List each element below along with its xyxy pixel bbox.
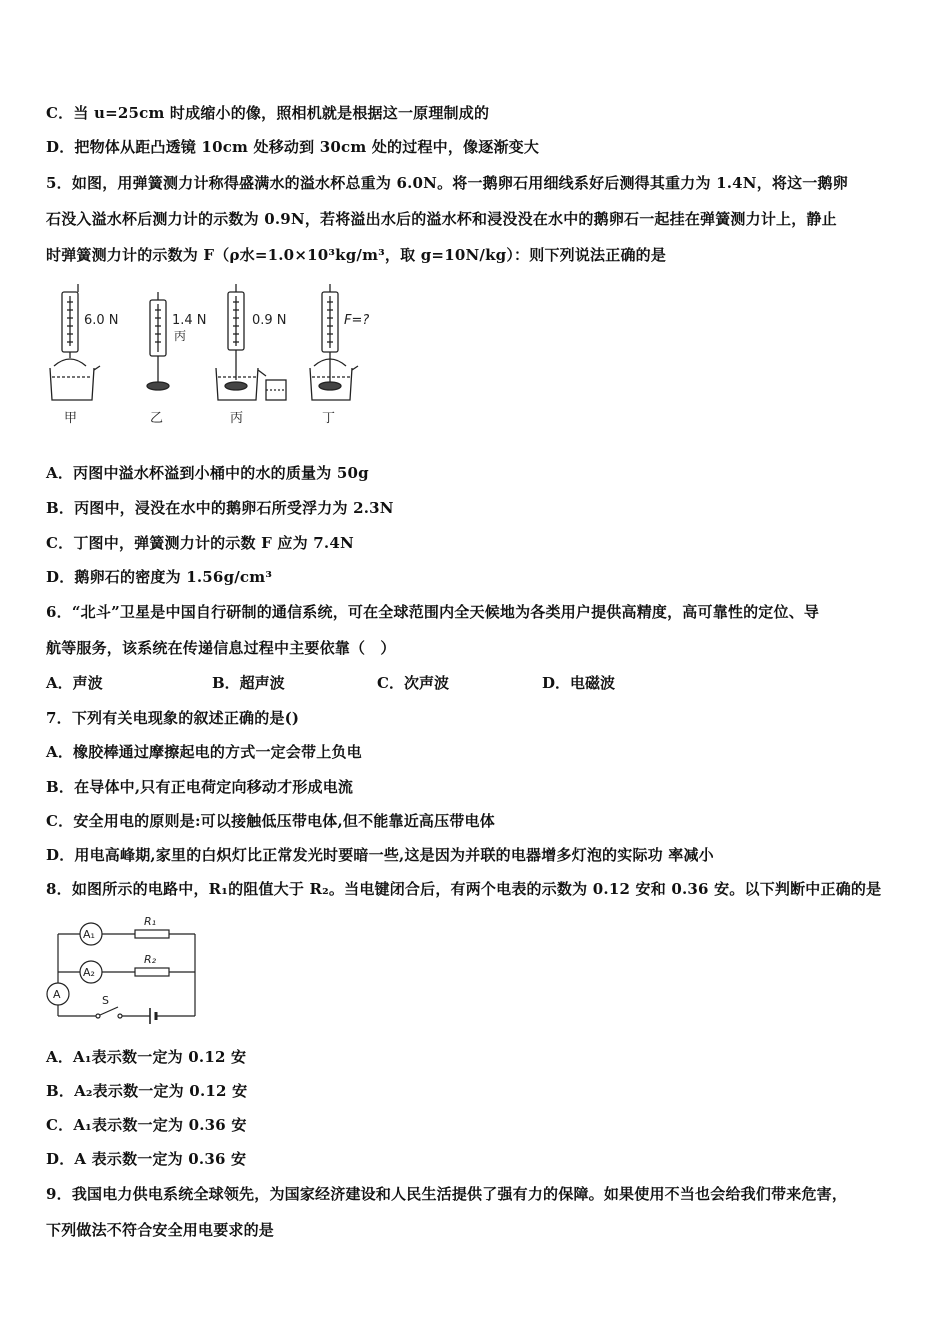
q6-option-b: B．超声波 xyxy=(212,674,285,692)
q6-option-c: C．次声波 xyxy=(377,674,449,692)
q4-option-d: D．把物体从距凸透镜 10cm 处移动到 30cm 处的过程中，像逐渐变大 xyxy=(46,138,540,156)
q9-stem-line1: 9．我国电力供电系统全球领先，为国家经济建设和人民生活提供了强有力的保障。如果使用不当也会给我们带来危害， xyxy=(46,1185,848,1203)
caption-bing: 丙 xyxy=(230,411,244,426)
q5-stem-line1: 5．如图，用弹簧测力计称得盛满水的溢水杯总重为 6.0N。将一鹅卵石用细线系好后测得其重力为 1.4N，将这一鹅卵 xyxy=(46,174,848,192)
q7-stem: 7．下列有关电现象的叙述正确的是() xyxy=(46,709,300,727)
q7-option-b: B．在导体中,只有正电荷定向移动才形成电流 xyxy=(46,778,354,796)
q5-stem-line2: 石没入溢水杯后测力计的示数为 0.9N，若将溢出水后的溢水杯和浸没没在水中的鹅卵石一起挂在弹簧测力计上，静止 xyxy=(46,210,837,228)
meter-a2-label: A₂ xyxy=(83,966,95,979)
scale-jia xyxy=(50,284,100,400)
q5-option-c: C．丁图中，弹簧测力计的示数 F 应为 7.4N xyxy=(46,534,354,552)
q5-option-b: B．丙图中，浸没在水中的鹅卵石所受浮力为 2.3N xyxy=(46,499,394,517)
q5-option-a: A．丙图中溢水杯溢到小桶中的水的质量为 50g xyxy=(46,464,369,482)
q6-stem-line1: 6．“北斗”卫星是中国自行研制的通信系统，可在全球范围内全天候地为各类用户提供高精度，高可靠性的定位、导 xyxy=(46,603,820,621)
caption-ding: 丁 xyxy=(322,411,336,426)
reading-ding: F=? xyxy=(344,313,370,328)
q6-option-d: D．电磁波 xyxy=(542,674,616,692)
q5-spring-scale-figure xyxy=(40,282,400,430)
q4-option-c: C．当 u=25cm 时成缩小的像，照相机就是根据这一原理制成的 xyxy=(46,104,490,122)
q7-option-c: C．安全用电的原则是:可以接触低压带电体,但不能靠近高压带电体 xyxy=(46,812,495,830)
q8-option-b: B．A₂表示数一定为 0.12 安 xyxy=(46,1082,248,1100)
switch-label: S xyxy=(102,994,109,1007)
q5-stem-line3: 时弹簧测力计的示数为 F（ρ水=1.0×10³kg/m³，取 g=10N/kg）：则下列说法正确的是 xyxy=(46,246,667,264)
q7-option-a: A．橡胶棒通过摩擦起电的方式一定会带上负电 xyxy=(46,743,362,761)
q7-option-d: D．用电高峰期,家里的白炽灯比正常发光时要暗一些,这是因为并联的电器增多灯泡的实际功 率减小 xyxy=(46,846,714,864)
meter-a-label: A xyxy=(53,988,61,1001)
reading-yi: 1.4 N xyxy=(172,313,207,328)
q8-option-d: D．A 表示数一定为 0.36 安 xyxy=(46,1150,247,1168)
scale-ding xyxy=(310,284,358,400)
scale-yi xyxy=(147,292,169,390)
q8-stem: 8．如图所示的电路中，R₁的阻值大于 R₂。当电键闭合后，有两个电表的示数为 0.12 安和 0.36 安。以下判断中正确的是 xyxy=(46,880,882,898)
reading-jia: 6.0 N xyxy=(84,313,119,328)
reading-bing: 0.9 N xyxy=(252,313,287,328)
r1-label: R₁ xyxy=(144,915,157,928)
q6-stem-line2: 航等服务，该系统在传递信息过程中主要依靠（ ） xyxy=(46,639,396,657)
r2-label: R₂ xyxy=(144,953,157,966)
caption-yi: 乙 xyxy=(150,411,164,426)
reading-yi-sublabel: 丙 xyxy=(174,329,187,343)
q9-stem-line2: 下列做法不符合安全用电要求的是 xyxy=(46,1221,275,1239)
meter-a1-label: A₁ xyxy=(83,928,95,941)
q5-option-d: D．鹅卵石的密度为 1.56g/cm³ xyxy=(46,568,273,586)
scale-bing xyxy=(216,284,286,400)
q6-option-a: A．声波 xyxy=(46,674,103,692)
q8-option-a: A．A₁表示数一定为 0.12 安 xyxy=(46,1048,247,1066)
q8-circuit-diagram xyxy=(40,912,210,1030)
caption-jia: 甲 xyxy=(64,411,78,426)
q8-option-c: C．A₁表示数一定为 0.36 安 xyxy=(46,1116,247,1134)
